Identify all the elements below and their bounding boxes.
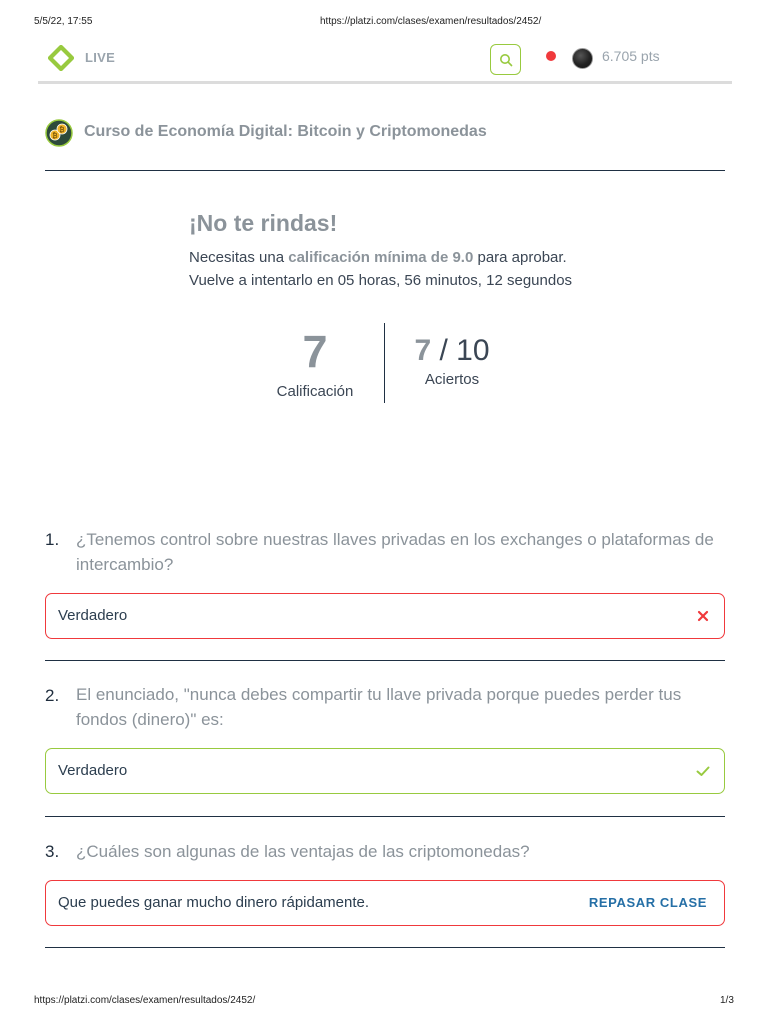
result-headline: ¡No te rindas! (189, 210, 338, 236)
answer-text: Verdadero (58, 762, 128, 779)
grade-value: 7 (302, 326, 328, 377)
print-footer-url: https://platzi.com/clases/examen/resultados/2452/ (34, 995, 256, 1006)
hits-value (402, 334, 502, 368)
hits-label: Aciertos (424, 371, 480, 388)
hits-count: 7 (414, 334, 432, 367)
answer-wrong (45, 593, 725, 639)
answer-text: Que puedes ganar mucho dinero rápidamente. (58, 894, 370, 911)
platzi-logo-icon[interactable] (48, 45, 74, 71)
search-icon (499, 53, 513, 67)
svg-text:₿: ₿ (59, 126, 65, 134)
answer-wrong (45, 880, 725, 926)
course-title[interactable]: Curso de Economía Digital: Bitcoin y Criptomonedas (84, 123, 487, 140)
question-divider (45, 660, 725, 661)
question-number: 1. (45, 530, 60, 549)
svg-text:₿: ₿ (52, 132, 58, 140)
close-icon (695, 608, 711, 624)
live-link[interactable]: LIVE (85, 50, 116, 65)
hits-separator: / (439, 334, 448, 367)
result-message (189, 249, 567, 266)
question-number: 3. (45, 842, 60, 861)
bitcoin-coins-icon (45, 119, 73, 147)
answer-correct (45, 748, 725, 794)
message-prefix: Necesitas una (189, 249, 285, 266)
review-class-button[interactable]: REPASAR CLASE (588, 895, 707, 910)
print-datetime: 5/5/22, 17:55 (34, 16, 93, 27)
minimum-grade: calificación mínima de 9.0 (288, 249, 474, 266)
question-text: El enunciado, "nunca debes compartir tu llave privada porque puedes perder tus fondos (dinero)" es: (76, 685, 682, 729)
print-page-number: 1/3 (720, 995, 734, 1006)
question-number: 2. (45, 686, 60, 705)
question-divider (45, 816, 725, 817)
retry-countdown: Vuelve a intentarlo en 05 horas, 56 minutos, 12 segundos (189, 272, 573, 289)
avatar[interactable] (572, 48, 593, 69)
notification-dot-icon[interactable] (546, 51, 556, 61)
grade-label: Calificación (276, 383, 354, 400)
check-icon (695, 763, 711, 779)
search-button[interactable] (490, 44, 521, 75)
question-divider (45, 947, 725, 948)
message-suffix: para aprobar. (477, 249, 567, 266)
question-text: ¿Tenemos control sobre nuestras llaves privadas en los exchanges o plataformas de intercambio? (76, 530, 714, 574)
top-navbar (38, 36, 732, 84)
print-url: https://platzi.com/clases/examen/resultados/2452/ (320, 16, 542, 27)
user-points: 6.705 pts (602, 48, 660, 64)
score-divider (384, 323, 385, 403)
answer-text: Verdadero (58, 607, 128, 624)
section-divider (45, 170, 725, 171)
question-text: ¿Cuáles son algunas de las ventajas de las criptomonedas? (76, 842, 530, 861)
hits-total: 10 (456, 334, 490, 367)
